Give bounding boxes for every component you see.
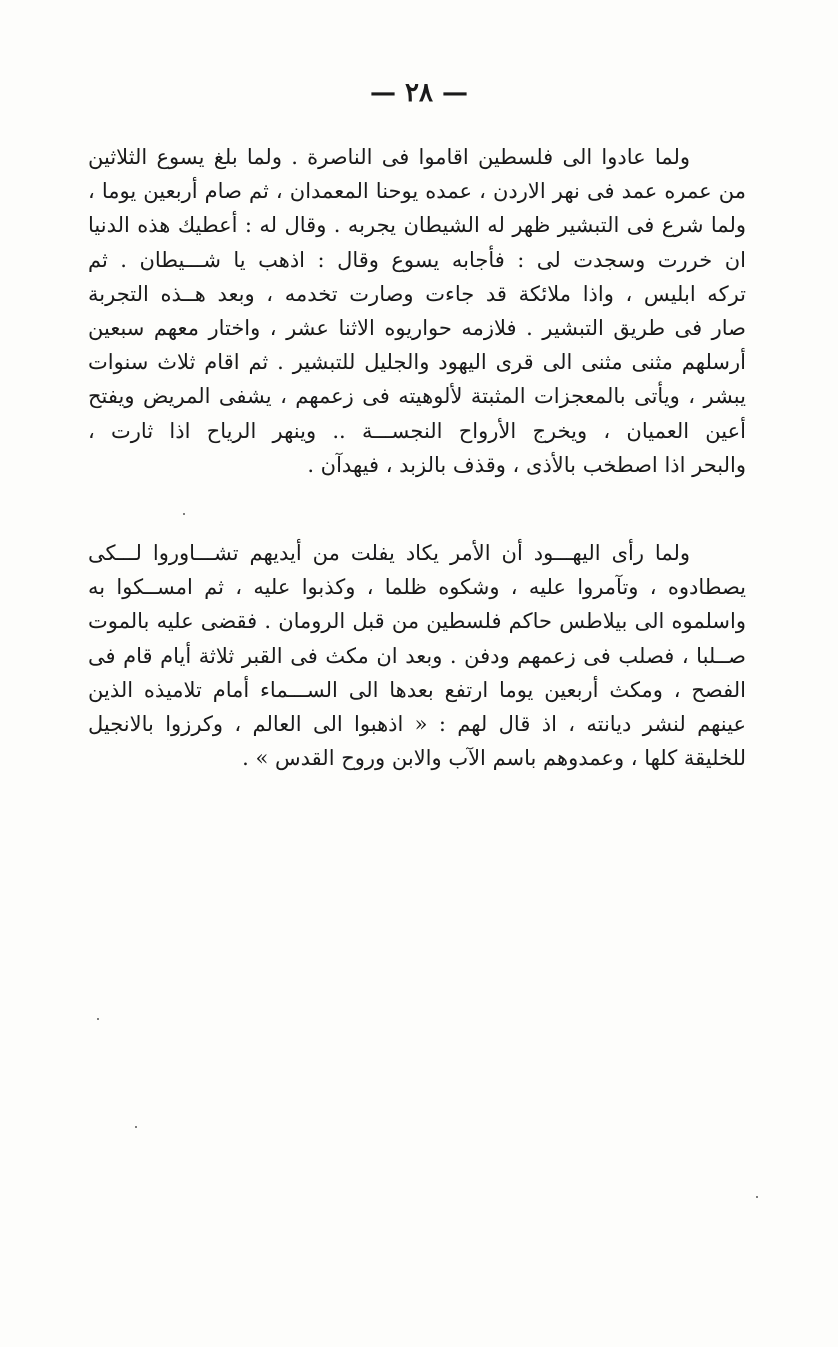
text-line: والبحر اذا اصطخب بالأذى ، وقذف بالزبد ، فيهدآن . bbox=[307, 452, 746, 477]
text-line: واسلموه الى بيلاطس حاكم فلسطين من قبل الرومان . فقضى عليه بالموت bbox=[88, 609, 746, 634]
text-line: ان خررت وسجدت لى : فأجابه يسوع وقال : اذهب يا شـــيطان . ثم bbox=[88, 247, 746, 272]
text-line: ولما شرع فى التبشير ظهر له الشيطان يجربه . وقال له : أعطيك هذه الدنيا bbox=[88, 213, 746, 238]
text-line: ولما رأى اليهـــود أن الأمر يكاد يفلت من أيديهم تشـــاوروا لـــكى bbox=[88, 541, 690, 565]
text-line: صار فى طريق التبشير . فلازمه حواريوه الاثنا عشر ، واختار معهم سبعين bbox=[88, 315, 746, 340]
scan-speck bbox=[756, 1196, 758, 1198]
text-line: أرسلهم مثنى مثنى الى قرى اليهود والجليل للتبشير . ثم اقام ثلاث سنوات bbox=[88, 350, 746, 375]
scan-speck bbox=[135, 1126, 137, 1128]
text-line: تركه ابليس ، واذا ملائكة قد جاءت وصارت تخدمه ، وبعد هــذه التجربة bbox=[88, 281, 746, 306]
text-line: ولما عادوا الى فلسطين اقاموا فى الناصرة . ولما بلغ يسوع الثلاثين bbox=[88, 145, 690, 169]
scan-speck bbox=[183, 513, 185, 515]
text-line: صــلبا ، فصلب فى زعمهم ودفن . وبعد ان مكث فى القبر ثلاثة أيام قام فى bbox=[88, 643, 746, 668]
paragraph-1 bbox=[88, 140, 746, 482]
text-line: يصطادوه ، وتآمروا عليه ، وشكوه ظلما ، وكذبوا عليه ، ثم امســكوا به bbox=[88, 575, 746, 600]
text-line: عينهم لنشر ديانته ، اذ قال لهم : « اذهبوا الى العالم ، وكرزوا بالانجيل bbox=[88, 711, 746, 736]
text-line: من عمره عمد فى نهر الاردن ، عمده يوحنا المعمدان ، ثم صام أربعين يوما ، bbox=[88, 179, 746, 204]
text-line: الفصح ، ومكث أربعين يوما ارتفع بعدها الى الســـماء أمام تلاميذه الذين bbox=[88, 677, 746, 702]
text-line: أعين العميان ، ويخرج الأرواح النجســـة .. وينهر الرياح اذا ثارت ، bbox=[88, 418, 746, 443]
page-number: — ٢٨ — bbox=[369, 78, 469, 108]
scan-speck bbox=[97, 1018, 99, 1020]
text-line: للخليقة كلها ، وعمدوهم باسم الآب والابن وروح القدس » . bbox=[242, 746, 746, 771]
paragraph-2 bbox=[88, 536, 746, 775]
text-line: يبشر ، ويأتى بالمعجزات المثبتة لألوهيته فى زعمهم ، يشفى المريض ويفتح bbox=[88, 384, 746, 409]
